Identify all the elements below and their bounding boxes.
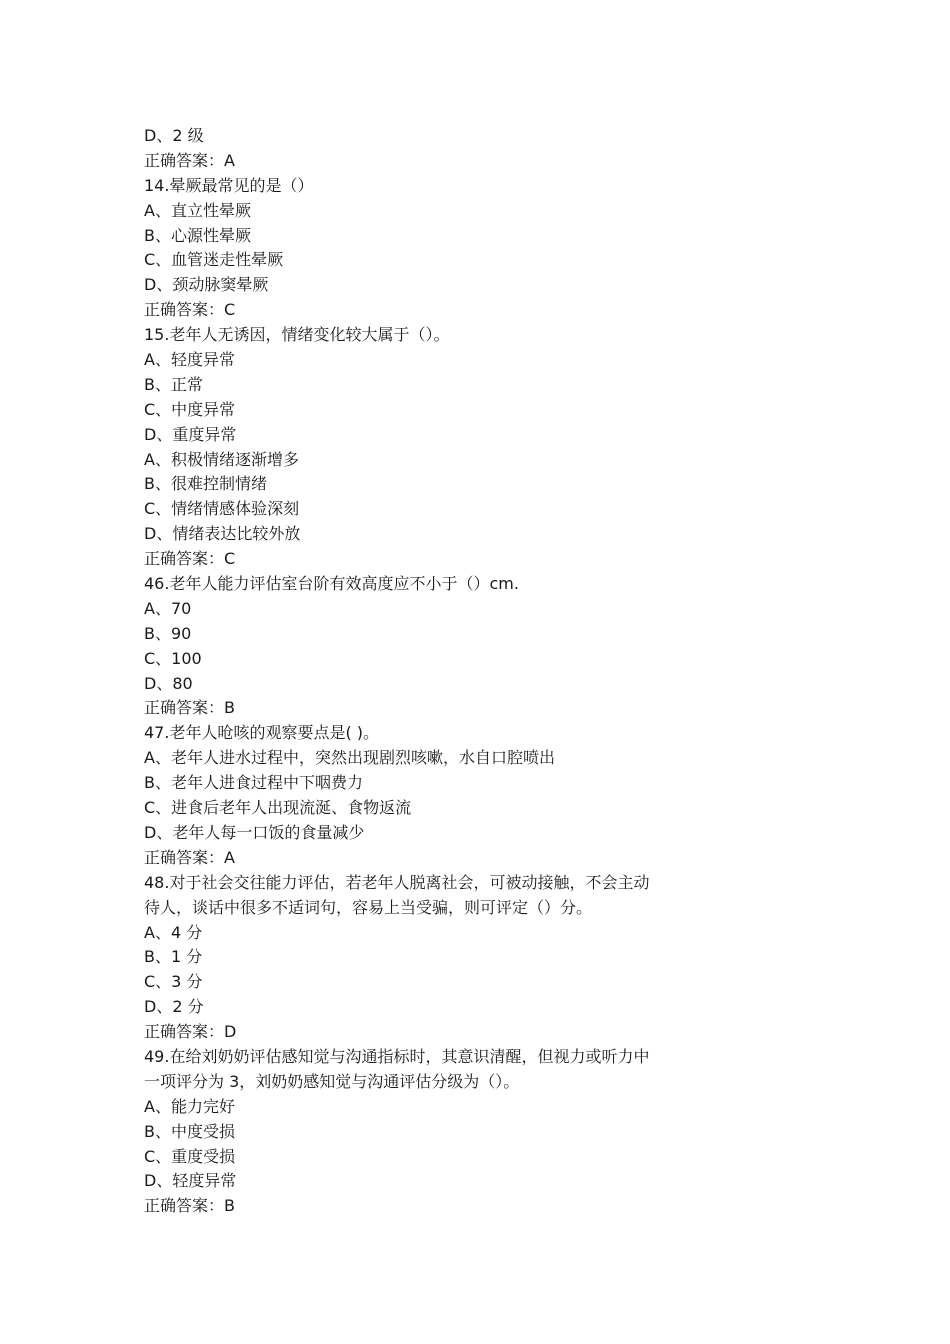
option-line: B、1 分 (144, 947, 203, 967)
question-line: 46.老年人能力评估室台阶有效高度应不小于（）cm. (144, 574, 519, 594)
option-line: B、90 (144, 623, 192, 643)
option-line: D、80 (144, 673, 193, 693)
option-line: B、正常 (144, 374, 203, 394)
option-line: A、轻度异常 (144, 350, 235, 370)
question-line: 15.老年人无诱因，情绪变化较大属于（）。 (144, 325, 450, 345)
option-line: D、颈动脉窦晕厥 (144, 275, 269, 295)
option-line: C、进食后老年人出现流涎、食物返流 (144, 798, 412, 818)
question-line: 48.对于社会交往能力评估，若老年人脱离社会，可被动接触，不会主动 (144, 872, 650, 892)
option-line: D、老年人每一口饭的食量减少 (144, 822, 365, 842)
answer-line: 正确答案：B (144, 1196, 235, 1216)
option-line: C、血管迷走性晕厥 (144, 250, 284, 270)
option-line: C、中度异常 (144, 399, 236, 419)
question-line-continued: 待人，谈话中很多不适词句，容易上当受骗，则可评定（）分。 (144, 897, 593, 917)
answer-line: 正确答案：A (144, 150, 235, 170)
option-line: C、100 (144, 648, 202, 668)
question-line: 14.晕厥最常见的是（） (144, 175, 314, 195)
option-line: B、中度受损 (144, 1121, 235, 1141)
question-line: 49.在给刘奶奶评估感知觉与沟通指标时，其意识清醒，但视力或听力中 (144, 1046, 650, 1066)
answer-line: 正确答案：D (144, 1022, 237, 1042)
answer-line: 正确答案：C (144, 300, 236, 320)
option-line: A、直立性晕厥 (144, 200, 251, 220)
option-line: A、4 分 (144, 922, 203, 942)
option-line: C、重度受损 (144, 1146, 236, 1166)
option-line: D、轻度异常 (144, 1171, 237, 1191)
answer-line: 正确答案：B (144, 698, 235, 718)
option-line: D、重度异常 (144, 424, 237, 444)
option-line: C、3 分 (144, 972, 203, 992)
question-line: 47.老年人呛咳的观察要点是( )。 (144, 723, 380, 743)
option-line: D、2 级 (144, 126, 204, 145)
option-line: B、老年人进食过程中下咽费力 (144, 773, 363, 793)
answer-line: 正确答案：A (144, 847, 235, 867)
option-line: B、心源性晕厥 (144, 225, 251, 245)
option-line: A、积极情绪逐渐增多 (144, 449, 299, 469)
option-line: D、2 分 (144, 997, 204, 1017)
option-line: A、能力完好 (144, 1096, 235, 1116)
option-line: A、老年人进水过程中，突然出现剧烈咳嗽，水自口腔喷出 (144, 748, 555, 768)
document-page (144, 124, 764, 1219)
answer-line: 正确答案：C (144, 549, 236, 569)
option-line: A、70 (144, 598, 192, 618)
question-line-continued: 一项评分为 3，刘奶奶感知觉与沟通评估分级为（）。 (144, 1071, 520, 1091)
option-line: B、很难控制情绪 (144, 474, 267, 494)
option-line: C、情绪情感体验深刻 (144, 499, 300, 519)
option-line: D、情绪表达比较外放 (144, 524, 301, 544)
